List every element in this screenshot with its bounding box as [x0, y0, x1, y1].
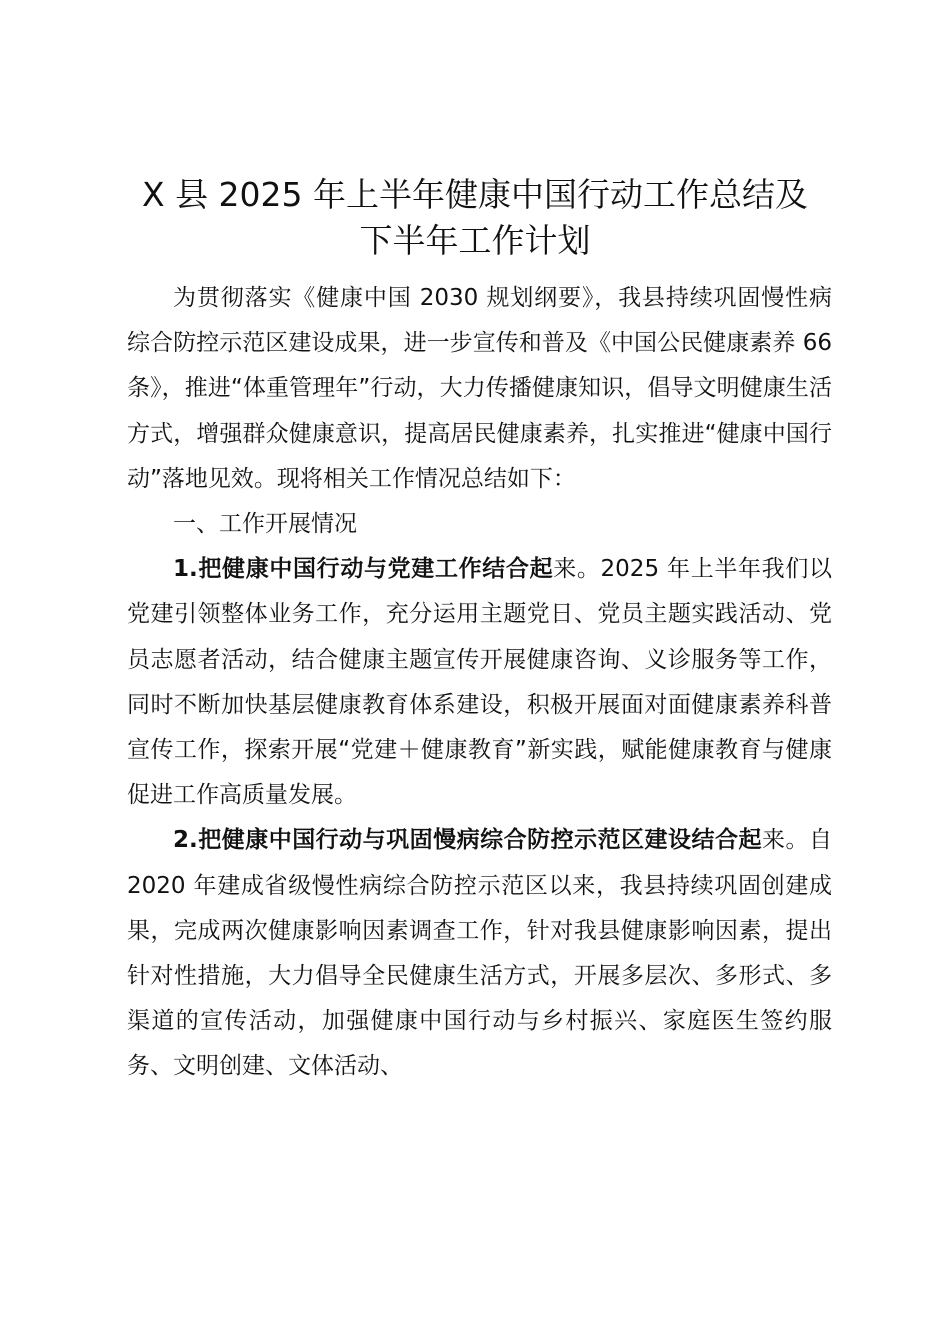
title-line-1: X 县 2025 年上半年健康中国行动工作总结及 — [141, 175, 809, 214]
item-2-paragraph — [127, 818, 832, 1089]
intro-paragraph: 为贯彻落实《健康中国 2030 规划纲要》，我县持续巩固慢性病综合防控示范区建设成果，进一步宣传和普及《中国公民健康素养 66 条》，推进“体重管理年”行动，大力传播健康知识，倡导文明健康生活方式，增强群众健康意识，提高居民健康素养，扎实推进“健康中国行动”落地见效。现将相关工作情况总结如下： — [127, 285, 832, 492]
item-1-paragraph — [127, 547, 832, 818]
document-title — [100, 172, 850, 264]
item-1-bold-heading: 1.把健康中国行动与党建工作结合起 — [173, 556, 554, 583]
item-2-text: 来。自 2020 年建成省级慢性病综合防控示范区以来，我县持续巩固创建成果，完成两次健康影响因素调查工作，针对我县健康影响因素，提出针对性措施，大力倡导全民健康生活方式，开展多层次、多形式、多渠道的宣传活动，加强健康中国行动与乡村振兴、家庭医生签约服务、文明创建、文体活动、 — [127, 827, 832, 1080]
item-1-text: 来。2025 年上半年我们以党建引领整体业务工作，充分运用主题党日、党员主题实践活动、党员志愿者活动，结合健康主题宣传开展健康咨询、义诊服务等工作，同时不断加快基层健康教育体系建设，积极开展面对面健康素养科普宣传工作，探索开展“党建＋健康教育”新实践，赋能健康教育与健康促进工作高质量发展。 — [127, 556, 832, 809]
item-2-bold-heading: 2.把健康中国行动与巩固慢病综合防控示范区建设结合起 — [173, 827, 763, 854]
document-body — [127, 276, 832, 1090]
section-heading: 一、工作开展情况 — [173, 511, 357, 538]
title-line-2: 下半年工作计划 — [359, 221, 591, 260]
